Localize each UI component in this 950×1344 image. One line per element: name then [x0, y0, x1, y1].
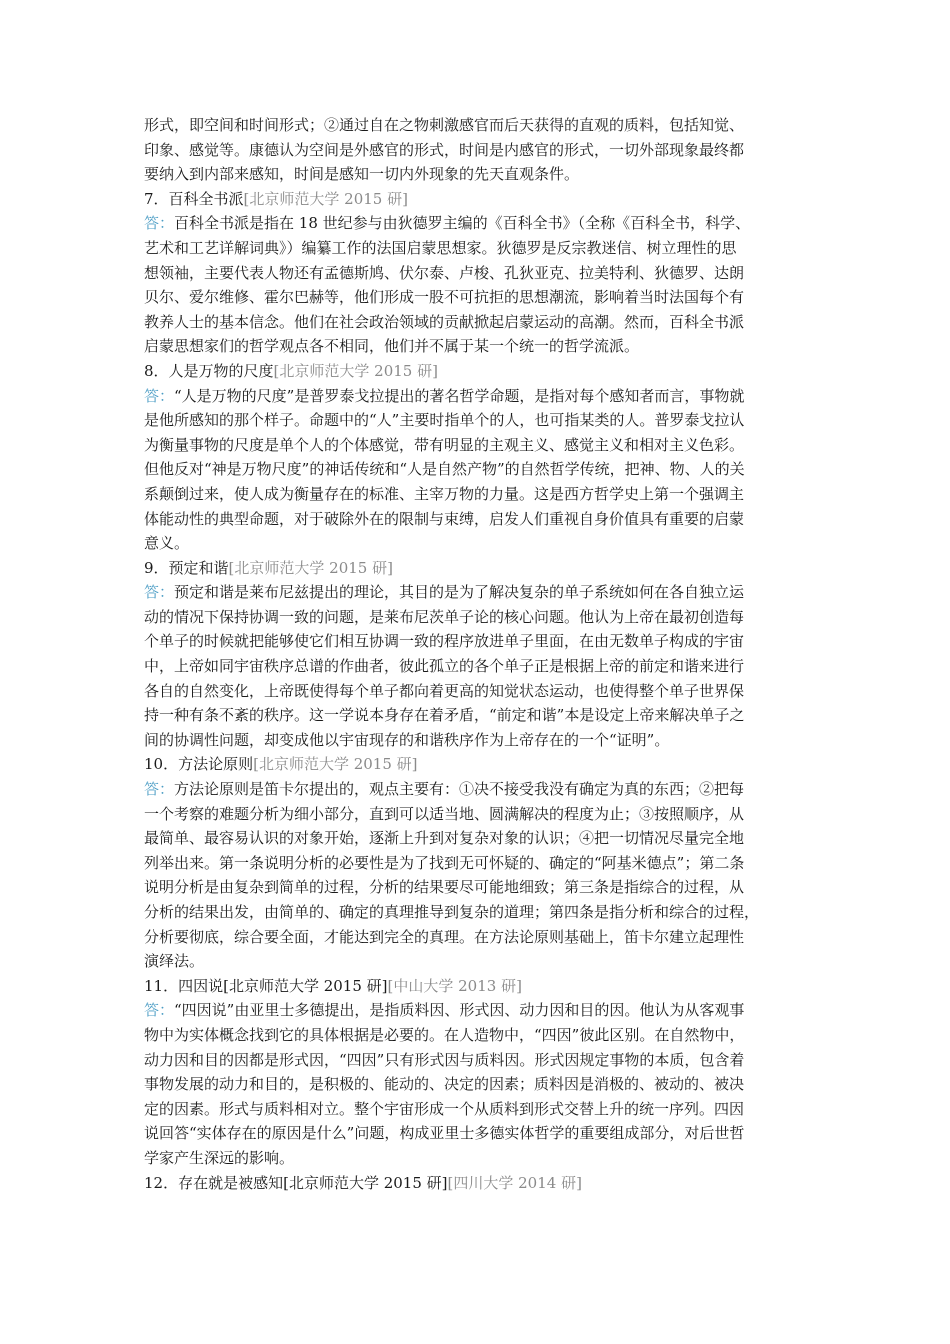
entry-title: 7．百科全书派	[144, 189, 244, 208]
paragraph-line: 是他所感知的那个样子。命题中的“人”主要时指单个的人，也可指某类的人。普罗泰戈拉认	[144, 411, 745, 430]
entry-title: 9．预定和谐	[144, 558, 229, 577]
paragraph-line: 物中为实体概念找到它的具体根据是必要的。在人造物中，“四因”彼此区别。在自然物中，	[144, 1025, 745, 1044]
paragraph-line: 列举出来。第一条说明分析的必要性是为了找到无可怀疑的、确定的“阿基米德点”；第二条	[144, 853, 745, 872]
entry-heading	[144, 359, 810, 384]
paragraph-line: 为衡量事物的尺度是单个人的个体感觉，带有明显的主观主义、感觉主义和相对主义色彩。	[144, 435, 745, 454]
entry-10	[144, 752, 810, 973]
answer-label: 答：	[144, 214, 175, 233]
paragraph-line: 持一种有条不紊的秩序。这一学说本身存在着矛盾，“前定和谐”本是设定上帝来解决单子之	[144, 706, 745, 725]
source-tag: [四川大学 2014 研]	[447, 1173, 582, 1192]
entry-heading	[144, 556, 810, 581]
paragraph-line: 说回答“实体存在的原因是什么”问题，构成亚里士多德实体哲学的重要组成部分，对后世哲	[144, 1124, 745, 1143]
paragraph-line: 分析的结果出发，由简单的、确定的真理推导到复杂的道理；第四条是指分析和综合的过程，	[144, 903, 760, 921]
paragraph-line: 演绎法。	[144, 952, 205, 971]
paragraph-line: 中，上帝如同宇宙秩序总谱的作曲者，彼此孤立的各个单子正是根据上帝的前定和谐来进行	[144, 657, 745, 676]
source-tag: [中山大学 2013 研]	[387, 976, 522, 995]
paragraph-line: 答：“人是万物的尺度”是普罗泰戈拉提出的著名哲学命题，是指对每个感知者而言，事物就	[144, 386, 745, 405]
paragraph-line: 启蒙思想家们的哲学观点各不相同，他们并不属于某一个统一的哲学流派。	[144, 337, 640, 356]
paragraph-line: 但他反对“神是万物尺度”的神话传统和“人是自然产物”的自然哲学传统，把神、物、人的关	[144, 460, 745, 479]
paragraph-line: 答：预定和谐是莱布尼兹提出的理论，其目的是为了解决复杂的单子系统如何在各自独立运	[144, 583, 745, 602]
paragraph-line: 个单子的时候就把能够使它们相互协调一致的程序放进单子里面，在由无数单子构成的宇宙	[144, 632, 745, 651]
entry-heading	[144, 187, 810, 212]
paragraph-line: 间的协调性问题，却变成他以宇宙现存的和谐秩序作为上帝存在的一个“证明”。	[144, 730, 670, 749]
paragraph-line: 系颠倒过来，使人成为衡量存在的标准、主宰万物的力量。这是西方哲学史上第一个强调主	[144, 484, 745, 503]
entry-8	[144, 359, 810, 556]
entry-heading	[144, 974, 810, 999]
paragraph-line: 体能动性的典型命题，对于破除外在的限制与束缚，启发人们重视自身价值具有重要的启蒙	[144, 509, 745, 528]
answer-label: 答：	[144, 1001, 175, 1020]
entry-title: 12．存在就是被感知[北京师范大学 2015 研]	[144, 1173, 448, 1192]
paragraph-line: 要纳入到内部来感知，时间是感知一切内外现象的先天直观条件。	[144, 165, 580, 184]
entry-title: 10．方法论原则	[144, 755, 254, 774]
paragraph-line: 动的情况下保持协调一致的问题，是莱布尼茨单子论的核心问题。他认为上帝在最初创造每	[144, 607, 745, 626]
paragraph-line: 答：“四因说”由亚里士多德提出，是指质料因、形式因、动力因和目的因。他认为从客观事	[144, 1001, 745, 1020]
paragraph-line: 贝尔、爱尔维修、霍尔巴赫等，他们形成一股不可抗拒的思想潮流，影响着当时法国每个有	[144, 288, 745, 307]
entry-7	[144, 187, 810, 359]
paragraph-line: 事物发展的动力和目的，是积极的、能动的、决定的因素；质料因是消极的、被动的、被决	[144, 1075, 745, 1094]
paragraph-line: 各自的自然变化，上帝既使得每个单子都向着更高的知觉状态运动，也使得整个单子世界保	[144, 681, 745, 700]
paragraph-line: 形式，即空间和时间形式；②通过自在之物刺激感官而后天获得的直观的质料，包括知觉、	[144, 116, 745, 134]
source-tag: [北京师范大学 2015 研]	[273, 361, 438, 380]
paragraph-line: 分析要彻底，综合要全面，才能达到完全的真理。在方法论原则基础上，笛卡尔建立起理性	[144, 927, 745, 946]
paragraph-line: 定的因素。形式与质料相对立。整个宇宙形成一个从质料到形式交替上升的统一序列。四因	[144, 1099, 745, 1118]
entry-heading	[144, 1171, 810, 1196]
paragraph-line: 教养人士的基本信念。他们在社会政治领域的贡献掀起启蒙运动的高潮。然而，百科全书派	[144, 312, 745, 331]
paragraph-line: 意义。	[144, 534, 190, 553]
paragraph-line: 学家产生深远的影响。	[144, 1148, 295, 1167]
document-page	[144, 113, 810, 1195]
paragraph-line: 印象、感觉等。康德认为空间是外感官的形式，时间是内感官的形式，一切外部现象最终都	[144, 140, 745, 159]
paragraph-line: 一个考察的难题分析为细小部分，直到可以适当地、圆满解决的程度为止；③按照顺序，从	[144, 804, 745, 823]
answer-label: 答：	[144, 780, 175, 799]
answer-label: 答：	[144, 386, 175, 405]
entry-9	[144, 556, 810, 753]
entry-title: 11．四因说[北京师范大学 2015 研]	[144, 976, 388, 995]
answer-label: 答：	[144, 583, 175, 602]
paragraph-line: 艺术和工艺详解词典》）编纂工作的法国启蒙思想家。狄德罗是反宗教迷信、树立理性的思	[144, 238, 737, 257]
entry-11	[144, 974, 810, 1171]
paragraph-line: 答：百科全书派是指在 18 世纪参与由狄德罗主编的《百科全书》（全称《百科全书，科学、	[144, 214, 751, 233]
paragraph-line: 答：方法论原则是笛卡尔提出的，观点主要有：①决不接受我没有确定为真的东西；②把每	[144, 780, 745, 799]
entry-12	[144, 1171, 810, 1196]
source-tag: [北京师范大学 2015 研]	[253, 755, 418, 774]
paragraph-line: 动力因和目的因都是形式因，“四因”只有形式因与质料因。形式因规定事物的本质，包含着	[144, 1050, 745, 1069]
paragraph-line: 最简单、最容易认识的对象开始，逐渐上升到对复杂对象的认识；④把一切情况尽量完全地	[144, 829, 745, 848]
source-tag: [北京师范大学 2015 研]	[228, 558, 393, 577]
intro-paragraph	[144, 113, 810, 187]
source-tag: [北京师范大学 2015 研]	[243, 189, 408, 208]
paragraph-line: 说明分析是由复杂到简单的过程，分析的结果要尽可能地细致；第三条是指综合的过程，从	[144, 878, 745, 897]
paragraph-line: 想领袖，主要代表人物还有孟德斯鸠、伏尔泰、卢梭、孔狄亚克、拉美特利、狄德罗、达朗	[144, 263, 745, 282]
entry-heading	[144, 752, 810, 777]
entry-title: 8．人是万物的尺度	[144, 361, 274, 380]
